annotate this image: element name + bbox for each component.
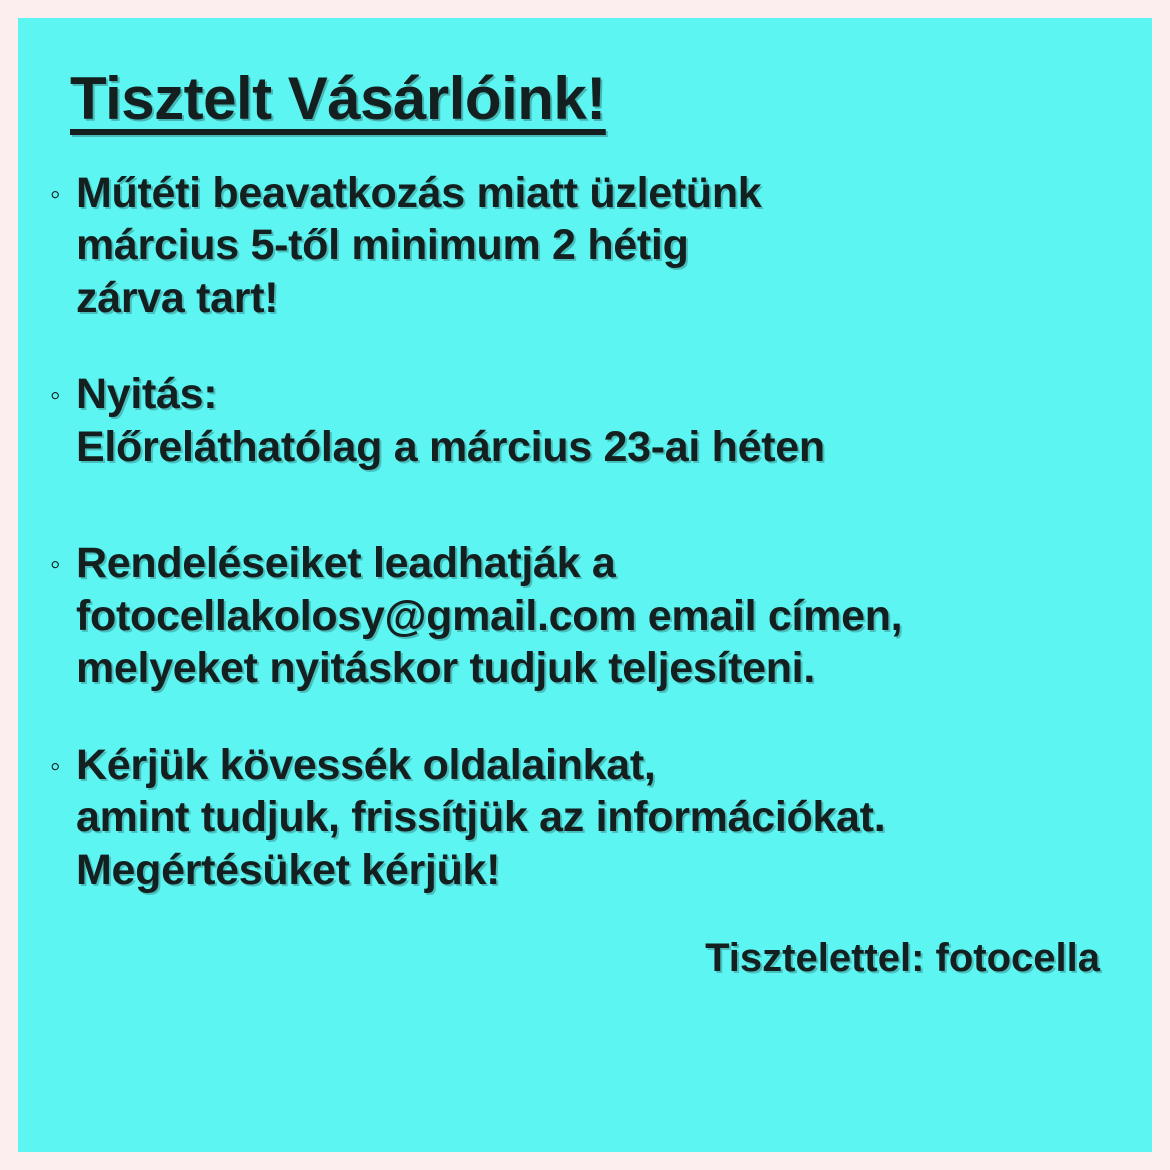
- text-line: Kérjük kövessék oldalainkat,: [76, 740, 656, 789]
- bullet-icon: ◦: [50, 178, 61, 211]
- list-item: [48, 537, 1122, 694]
- list-item-text: [76, 368, 1122, 473]
- list-item: [48, 739, 1122, 896]
- text-line: melyeket nyitáskor tudjuk teljesíteni.: [76, 644, 815, 693]
- list-item: [48, 167, 1122, 324]
- text-line: zárva tart!: [76, 273, 279, 322]
- bullet-icon: ◦: [50, 749, 61, 783]
- text-line: Megértésüket kérjük!: [76, 845, 501, 894]
- bullet-icon: ◦: [50, 379, 61, 413]
- announcement-poster: [18, 18, 1152, 1152]
- list-item-text: [76, 167, 1122, 324]
- text-line: Rendeléseiket leadhatják a: [76, 539, 616, 588]
- spacer: [48, 725, 1122, 739]
- text-line: amint tudjuk, frissítjük az információkat.: [76, 793, 886, 842]
- bullet-icon: ◦: [50, 548, 61, 582]
- spacer: [48, 503, 1122, 537]
- text-line: Előreláthatólag a március 23-ai héten: [76, 422, 825, 471]
- spacer: [48, 354, 1122, 368]
- text-line: Nyitás:: [76, 370, 218, 419]
- list-item: [48, 368, 1122, 473]
- list-item-text: [76, 537, 1122, 694]
- list-item-text: [76, 739, 1122, 896]
- page-title: Tisztelt Vásárlóink!: [70, 65, 606, 132]
- signature: Tisztelettel: fotocella: [705, 935, 1100, 980]
- text-line: Műtéti beavatkozás miatt üzletünk: [76, 169, 762, 217]
- text-line: fotocellakolosy@gmail.com email címen,: [76, 591, 903, 640]
- text-line: március 5-től minimum 2 hétig: [76, 221, 689, 270]
